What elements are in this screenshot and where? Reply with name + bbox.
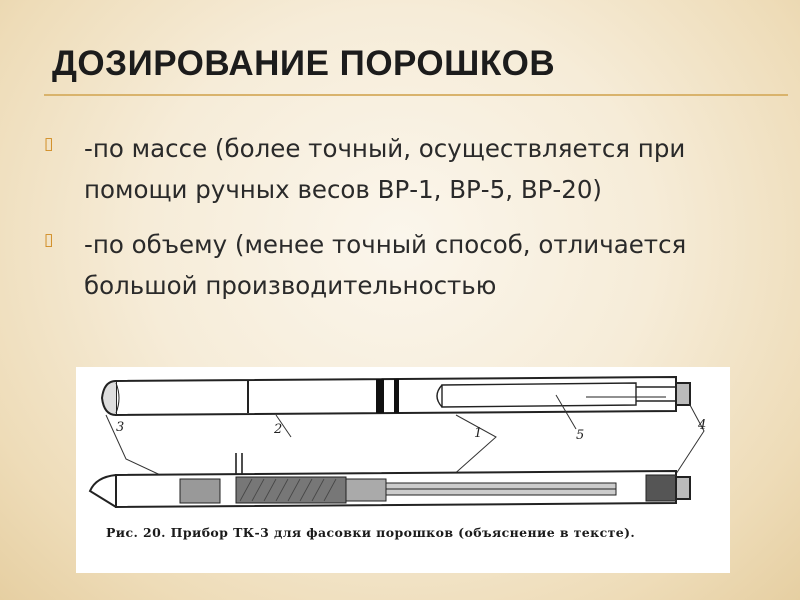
bullet-text: -по массе (более точный, осуществляется при помощи ручных весов ВР-1, ВР-5, ВР-20) [84,134,686,204]
part-label: 4 [698,418,707,433]
slide-title: ДОЗИРОВАНИЕ ПОРОШКОВ [52,44,556,83]
bullet-list [44,128,734,320]
title-divider [44,94,788,96]
bullet-marker-icon: ▯ [44,230,54,250]
part-label: 2 [274,422,283,437]
part-label: 3 [116,420,125,435]
bullet-item [44,224,734,306]
device-drawing [76,367,730,573]
bullet-text: -по объему (менее точный способ, отличается большой производительностью [84,230,687,300]
bullet-marker-icon: ▯ [44,134,54,154]
upper-device [102,377,690,415]
device-figure [76,367,730,573]
bullet-item [44,128,734,210]
figure-caption: Рис. 20. Прибор ТК-3 для фасовки порошков (объяснение в тексте). [106,525,636,540]
part-label: 1 [474,426,483,441]
lower-device [90,453,690,507]
part-label: 5 [576,428,585,443]
